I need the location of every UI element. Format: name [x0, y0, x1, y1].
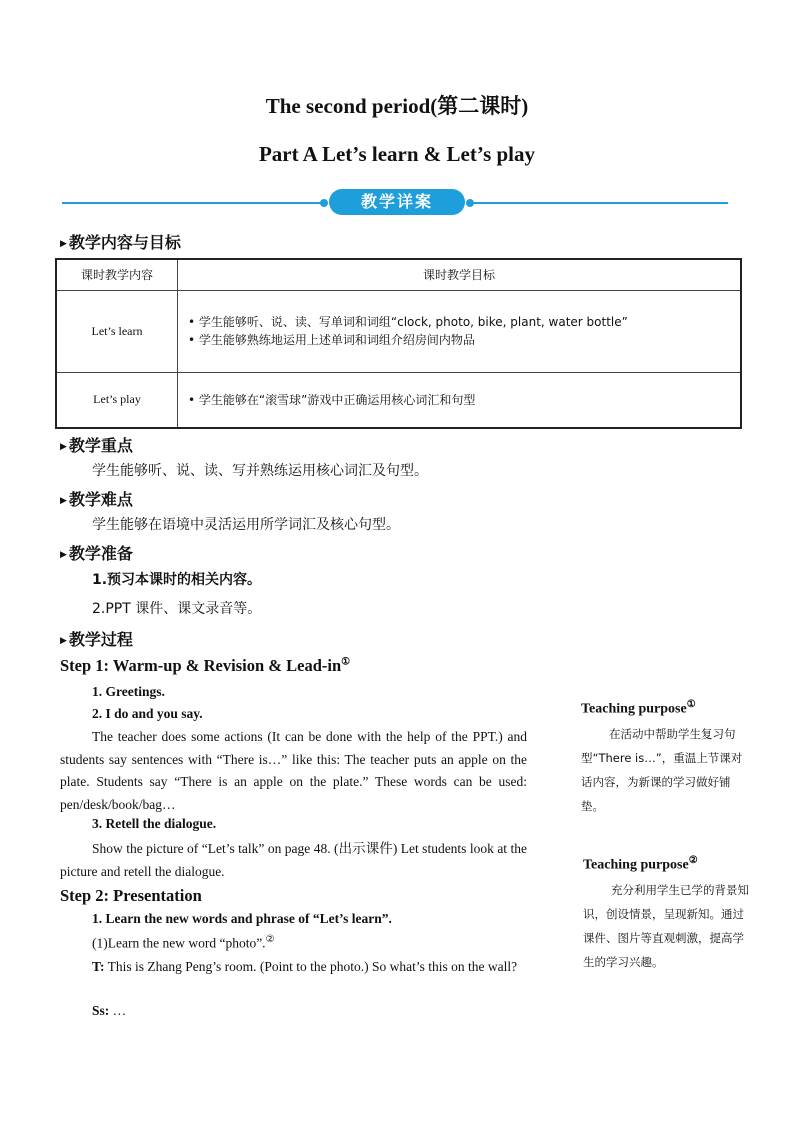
step1-item-2: 2. I do and you say. — [92, 706, 203, 721]
banner-label: 教学详案 — [360, 192, 433, 211]
table-cell-goals — [178, 372, 742, 428]
teacher-text: This is Zhang Peng’s room. (Point to the photo.) So what’s this on the wall? — [107, 959, 518, 974]
teacher-label: T: — [92, 959, 105, 974]
goal-item: • 学生能够熟练地运用上述单词和词组介绍房间内物品 — [188, 333, 475, 347]
triangle-bullet-icon: ▶ — [60, 496, 67, 506]
students-label: Ss: — [92, 1003, 110, 1018]
process-heading: ▶ 教学过程 — [60, 630, 133, 649]
sidebar-note-1-text: 在活动中帮助学生复习句型“There is…”，重温上节课对话内容，为新课的学习做好铺垫。 — [581, 727, 743, 813]
objectives-table — [55, 258, 742, 429]
goal-item: • 学生能够听、说、读、写单词和词组“clock, photo, bike, plant, water bottle” — [188, 315, 628, 329]
triangle-bullet-icon: ▶ — [60, 239, 67, 249]
banner-badge — [329, 189, 465, 215]
key-points-text: 学生能够听、说、读、写并熟练运用核心词汇及句型。 — [92, 463, 428, 479]
banner-line-left — [62, 202, 324, 204]
banner-line-right — [470, 202, 728, 204]
difficulties-heading: ▶ 教学难点 — [60, 490, 133, 509]
table-cell-content: Let’s play — [56, 372, 178, 428]
footnote-mark: ② — [265, 934, 275, 945]
sidebar-note-1-title: Teaching purpose① — [581, 699, 696, 717]
table-cell-content: Let’s learn — [56, 290, 178, 372]
students-text: … — [112, 1003, 127, 1018]
banner-dot-left — [320, 199, 328, 207]
triangle-bullet-icon: ▶ — [60, 442, 67, 452]
goal-item: • 学生能够在“滚雪球”游戏中正确运用核心词汇和句型 — [188, 393, 476, 408]
table-header-goals: 课时教学目标 — [178, 259, 742, 290]
students-line — [92, 1003, 126, 1019]
table-header-content: 课时教学内容 — [56, 259, 178, 290]
footnote-mark: ① — [341, 656, 351, 668]
step2-item-1: 1. Learn the new words and phrase of “Let’s learn”. — [92, 911, 392, 926]
preparation-item-1: 1.预习本课时的相关内容。 — [92, 572, 262, 588]
preparation-item-2: 2.PPT 课件、课文录音等。 — [92, 601, 262, 617]
table-row — [56, 290, 741, 372]
step1-item-3: 3. Retell the dialogue. — [92, 816, 217, 831]
teacher-line — [60, 956, 527, 979]
step2-heading: Step 2: Presentation — [60, 886, 202, 905]
step1-paragraph-2: Show the picture of “Let’s talk” on page 48. (出示课件) Let students look at the picture and retell the dialogue. — [60, 841, 527, 879]
page-subtitle: Part A Let’s learn & Let’s play — [258, 142, 536, 166]
step1-item-1: 1. Greetings. — [92, 684, 165, 699]
objectives-heading: ▶ 教学内容与目标 — [60, 233, 181, 252]
table-cell-goals — [178, 290, 742, 372]
footnote-mark: ① — [686, 699, 696, 710]
step1-paragraph-1: The teacher does some actions (It can be done with the help of the PPT.) and students say sentences with “There is…” like this: The teacher puts an apple on the plate. Students say “There is an apple on the plate.” These words can be used: pen/desk/book/bag… — [60, 729, 527, 812]
step2-sub-item-1: (1)Learn the new word “photo”.② — [92, 934, 275, 951]
sidebar-note-2-title: Teaching purpose② — [583, 855, 698, 873]
table-header-row — [56, 259, 741, 290]
key-points-heading: ▶ 教学重点 — [60, 436, 133, 455]
page-title: The second period(第二课时) — [265, 94, 529, 118]
difficulties-text: 学生能够在语境中灵活运用所学词汇及核心句型。 — [92, 517, 400, 533]
step1-heading: Step 1: Warm-up & Revision & Lead-in① — [60, 656, 351, 675]
preparation-heading: ▶ 教学准备 — [60, 544, 133, 563]
triangle-bullet-icon: ▶ — [60, 550, 67, 560]
sidebar-note-2-text: 充分利用学生已学的背景知识，创设情景，呈现新知。通过课件、图片等直观刺激，提高学生的学习兴趣。 — [583, 883, 749, 969]
table-row — [56, 372, 741, 428]
footnote-mark: ② — [688, 855, 698, 866]
triangle-bullet-icon: ▶ — [60, 636, 67, 646]
